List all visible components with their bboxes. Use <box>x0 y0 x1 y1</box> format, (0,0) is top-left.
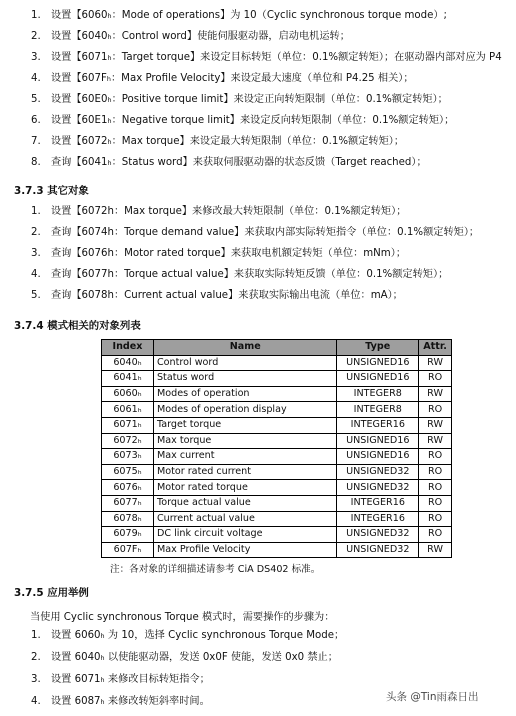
list-item-text: 查询【6076h：Motor rated torque】来获取电机额定转矩（单位：mNm）； <box>51 248 407 259</box>
cell-type: UNSIGNED16 <box>337 449 419 465</box>
list-item-number: 3. <box>31 674 41 685</box>
list-item-text: 查询【6078h：Current actual value】来获取实际输出电流（单位：mA）； <box>51 290 403 301</box>
table-row <box>102 417 452 433</box>
list-item-number: 1. <box>31 10 41 21</box>
cell-name: Status word <box>153 371 336 387</box>
list-item-number: 8. <box>31 157 41 168</box>
cell-attr: RO <box>419 480 452 496</box>
list-item-number: 2. <box>31 31 41 42</box>
list-item <box>12 669 516 691</box>
list-item-number: 7. <box>31 136 41 147</box>
list-item-number: 1. <box>31 206 41 217</box>
list-item-text: 查询【6074h：Torque demand value】来获取内部实际转矩指令（单位：0.1%额定转矩）； <box>51 227 480 238</box>
table-header-row <box>102 340 452 356</box>
table-row <box>102 402 452 418</box>
list-item-text: 设置【6040ₕ：Control word】使能伺服驱动器，启动电机运转； <box>51 31 350 42</box>
list-item <box>12 647 516 669</box>
object-table <box>101 339 452 558</box>
list-item <box>12 26 516 47</box>
list-item-number: 3. <box>31 52 41 63</box>
list-item-text: 设置【60E0ₕ：Positive torque limit】来设定正向转矩限制（单位：0.1%额定转矩）； <box>51 94 448 105</box>
list-item <box>12 89 516 110</box>
list-item-text: 设置【607Fₕ：Max Profile Velocity】来设定最大速度（单位和 P4.25 相关）； <box>51 73 414 84</box>
list-item-text: 设置【6072h：Max torque】来修改最大转矩限制（单位：0.1%额定转矩）； <box>51 206 407 217</box>
list-item-text: 设置 6060ₕ 为 10，选择 Cyclic synchronous Torque Mode； <box>51 630 345 641</box>
cell-attr: RW <box>419 355 452 371</box>
cell-index: 6077ₕ <box>102 495 154 511</box>
section-heading-3-7-3: 3.7.3 其它对象 <box>14 185 89 197</box>
cell-attr: RO <box>419 527 452 543</box>
cell-type: UNSIGNED32 <box>337 464 419 480</box>
cell-attr: RW <box>419 433 452 449</box>
col-index-header: Index <box>102 340 154 356</box>
list-item <box>12 243 516 264</box>
list-item <box>12 5 516 26</box>
cell-attr: RO <box>419 449 452 465</box>
cell-type: UNSIGNED32 <box>337 542 419 558</box>
cell-type: UNSIGNED16 <box>337 371 419 387</box>
cell-name: Target torque <box>153 417 336 433</box>
mode-steps-list <box>12 5 516 173</box>
other-objects-list <box>12 201 516 306</box>
cell-type: INTEGER8 <box>337 402 419 418</box>
table-row <box>102 371 452 387</box>
list-item-text: 查询【6041ₕ：Status word】来获取伺服驱动器的状态反馈（Target reached）； <box>51 157 427 168</box>
table-row <box>102 464 452 480</box>
list-item-text: 设置 6040ₕ 以使能驱动器，发送 0x0F 使能，发送 0x0 禁止； <box>51 652 338 663</box>
list-item-number: 5. <box>31 94 41 105</box>
table-row <box>102 511 452 527</box>
cell-attr: RW <box>419 386 452 402</box>
cell-index: 6079ₕ <box>102 527 154 543</box>
cell-index: 6076ₕ <box>102 480 154 496</box>
cell-index: 6075ₕ <box>102 464 154 480</box>
list-item <box>12 47 516 68</box>
list-item-number: 6. <box>31 115 41 126</box>
list-item <box>12 285 516 306</box>
section-heading-3-7-4: 3.7.4 模式相关的对象列表 <box>14 320 141 332</box>
cell-index: 6071ₕ <box>102 417 154 433</box>
list-item-text: 设置【60E1ₕ：Negative torque limit】来设定反向转矩限制（单位：0.1%额定转矩）； <box>51 115 455 126</box>
cell-index: 6072ₕ <box>102 433 154 449</box>
cell-name: Torque actual value <box>153 495 336 511</box>
table-row <box>102 480 452 496</box>
cell-type: INTEGER16 <box>337 511 419 527</box>
list-item <box>12 222 516 243</box>
cell-index: 6073ₕ <box>102 449 154 465</box>
cell-attr: RO <box>419 402 452 418</box>
list-item <box>12 264 516 285</box>
cell-name: Control word <box>153 355 336 371</box>
cell-attr: RW <box>419 417 452 433</box>
cell-type: UNSIGNED16 <box>337 355 419 371</box>
list-item-number: 3. <box>31 248 41 259</box>
cell-index: 6078ₕ <box>102 511 154 527</box>
watermark: 头条 @Tin雨森日出 <box>386 691 479 703</box>
table-row <box>102 495 452 511</box>
list-item-number: 2. <box>31 652 41 663</box>
cell-type: INTEGER16 <box>337 495 419 511</box>
cell-index: 6040ₕ <box>102 355 154 371</box>
list-item-number: 4. <box>31 269 41 280</box>
list-item-text: 查询【6077h：Torque actual value】来获取实际转矩反馈（单位：0.1%额定转矩）； <box>51 269 449 280</box>
cell-type: INTEGER8 <box>337 386 419 402</box>
cell-type: UNSIGNED16 <box>337 433 419 449</box>
list-item-number: 1. <box>31 630 41 641</box>
cell-name: Max torque <box>153 433 336 449</box>
cell-index: 607Fₕ <box>102 542 154 558</box>
cell-name: DC link circuit voltage <box>153 527 336 543</box>
cell-name: Max current <box>153 449 336 465</box>
table-row <box>102 542 452 558</box>
list-item-text: 设置 6087ₕ 来修改转矩斜率时间。 <box>51 696 210 707</box>
list-item-number: 2. <box>31 227 41 238</box>
cell-attr: RO <box>419 495 452 511</box>
col-name-header: Name <box>153 340 336 356</box>
cell-name: Motor rated current <box>153 464 336 480</box>
list-item-text: 设置 6071ₕ 来修改目标转矩指令； <box>51 674 210 685</box>
cell-attr: RW <box>419 542 452 558</box>
list-item-text: 设置【6072ₕ：Max torque】来设定最大转矩限制（单位：0.1%额定转矩）； <box>51 136 405 147</box>
cell-name: Motor rated torque <box>153 480 336 496</box>
list-item <box>12 625 516 647</box>
col-type-header: Type <box>337 340 419 356</box>
list-item <box>12 68 516 89</box>
cell-name: Max Profile Velocity <box>153 542 336 558</box>
table-row <box>102 433 452 449</box>
list-item <box>12 110 516 131</box>
col-attr-header: Attr. <box>419 340 452 356</box>
list-item <box>12 152 516 173</box>
list-item-text: 设置【6071ₕ：Target torque】来设定目标转矩（单位：0.1%额定转矩）；在驱动器内部对应为 P4 <box>51 52 502 63</box>
list-item <box>12 201 516 222</box>
table-row <box>102 355 452 371</box>
cell-name: Current actual value <box>153 511 336 527</box>
list-item-number: 4. <box>31 696 41 707</box>
table-row <box>102 449 452 465</box>
cell-type: UNSIGNED32 <box>337 480 419 496</box>
cell-attr: RO <box>419 511 452 527</box>
list-item-text: 设置【6060ₕ：Mode of operations】为 10（Cyclic synchronous torque mode）; <box>51 10 447 21</box>
list-item-number: 5. <box>31 290 41 301</box>
list-item <box>12 131 516 152</box>
cell-type: UNSIGNED32 <box>337 527 419 543</box>
table-note: 注：各对象的详细描述请参考 CiA DS402 标准。 <box>110 564 321 575</box>
list-item-number: 4. <box>31 73 41 84</box>
cell-name: Modes of operation <box>153 386 336 402</box>
table-row <box>102 386 452 402</box>
cell-attr: RO <box>419 464 452 480</box>
cell-index: 6061ₕ <box>102 402 154 418</box>
cell-type: INTEGER16 <box>337 417 419 433</box>
section-heading-3-7-5: 3.7.5 应用举例 <box>14 587 89 599</box>
cell-index: 6041ₕ <box>102 371 154 387</box>
cell-name: Modes of operation display <box>153 402 336 418</box>
table-row <box>102 527 452 543</box>
example-intro: 当使用 Cyclic synchronous Torque 模式时，需要操作的步骤为： <box>30 612 335 623</box>
cell-index: 6060ₕ <box>102 386 154 402</box>
cell-attr: RO <box>419 371 452 387</box>
